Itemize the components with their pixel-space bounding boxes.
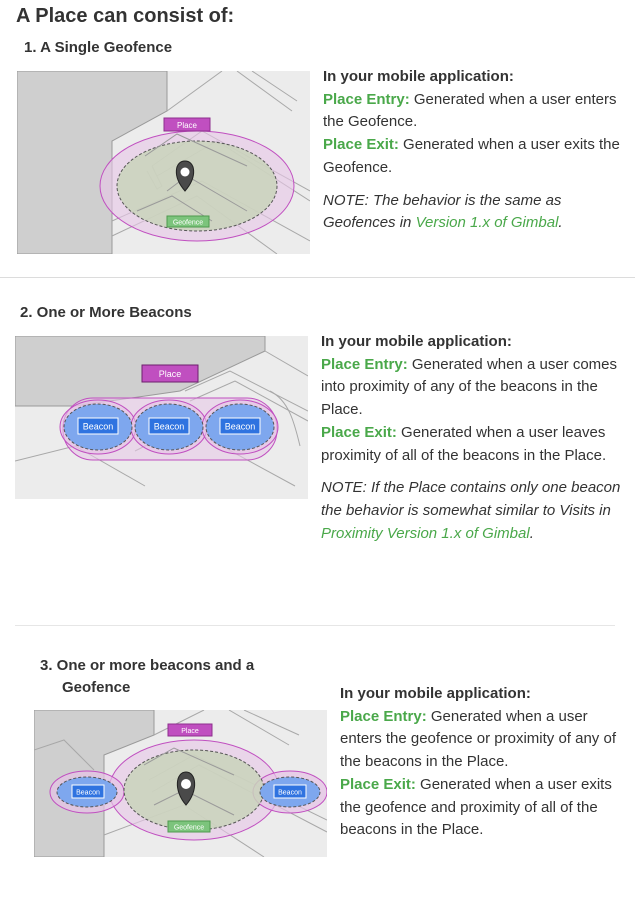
proximity-version-1x-gimbal-link[interactable]: Proximity Version 1.x of Gimbal	[321, 524, 530, 542]
beacon-label: Beacon	[278, 789, 302, 797]
section-1-map-illustration	[17, 71, 310, 254]
section-2-heading: 2. One or More Beacons	[20, 304, 192, 321]
section-2-map-illustration	[15, 336, 308, 499]
place-exit-label: Place Exit:	[340, 775, 416, 793]
section-2-description	[321, 331, 621, 545]
section-1-subheading: In your mobile application:	[323, 68, 514, 85]
section-1-heading: 1. A Single Geofence	[24, 39, 173, 56]
section-2-exit	[321, 422, 621, 467]
beacon-label: Beacon	[153, 421, 185, 432]
section-3-description	[340, 683, 630, 842]
place-exit-label: Place Exit:	[321, 423, 397, 441]
place-entry-text: Generated when a user enters the geofence or proximity of any of the beacons in the Place.	[340, 707, 616, 771]
note-text: NOTE: If the Place contains only one beacon the behavior is somewhat similar to Visits in	[321, 479, 621, 519]
note-end: .	[558, 214, 563, 232]
version-1x-gimbal-link[interactable]: Version 1.x of Gimbal	[415, 214, 559, 232]
section-2-note	[321, 477, 621, 545]
section-1-note	[323, 190, 623, 235]
section-3-exit	[340, 774, 630, 842]
place-label: Place	[181, 728, 199, 735]
place-label: Place	[176, 121, 198, 130]
place-entry-text: Generated when a user enters the Geofence.	[323, 90, 617, 131]
beacon-label: Beacon	[76, 789, 100, 797]
place-entry-label: Place Entry:	[321, 355, 408, 373]
section-1-exit	[323, 134, 623, 179]
place-exit-label: Place Exit:	[323, 136, 399, 154]
divider	[0, 277, 635, 278]
section-2-entry	[321, 354, 621, 422]
divider	[15, 625, 615, 626]
geofence-label: Geofence	[173, 824, 205, 832]
place-label: Place	[158, 369, 182, 379]
section-3-heading	[40, 655, 254, 699]
place-entry-label: Place Entry:	[323, 90, 410, 108]
page-title: A Place can consist of:	[16, 5, 235, 27]
section-3-heading-line-2: Geofence	[62, 679, 131, 696]
geofence-label: Geofence	[172, 219, 204, 227]
section-3-entry	[340, 706, 630, 774]
section-1-description	[323, 66, 623, 235]
place-exit-text: Generated when a user exits the geofence and proximity of all of the beacons in the Place.	[340, 775, 612, 839]
section-1-entry	[323, 89, 623, 134]
section-3-map-illustration	[34, 710, 327, 857]
section-2-subheading: In your mobile application:	[321, 333, 512, 350]
note-end: .	[529, 524, 534, 542]
place-exit-text: Generated when a user leaves proximity of all of the beacons in the Place.	[321, 423, 607, 464]
place-entry-text: Generated when a user comes into proximity of any of the beacons in the Place.	[321, 355, 618, 419]
section-3-subheading: In your mobile application:	[340, 685, 531, 702]
place-exit-text: Generated when a user exits the Geofence.	[323, 136, 620, 176]
beacon-label: Beacon	[82, 421, 114, 432]
place-entry-label: Place Entry:	[340, 707, 427, 725]
note-text: NOTE: The behavior is the same as Geofences in	[323, 191, 562, 232]
beacon-label: Beacon	[224, 421, 256, 432]
section-3-heading-line-1: 3. One or more beacons and a	[40, 657, 255, 674]
